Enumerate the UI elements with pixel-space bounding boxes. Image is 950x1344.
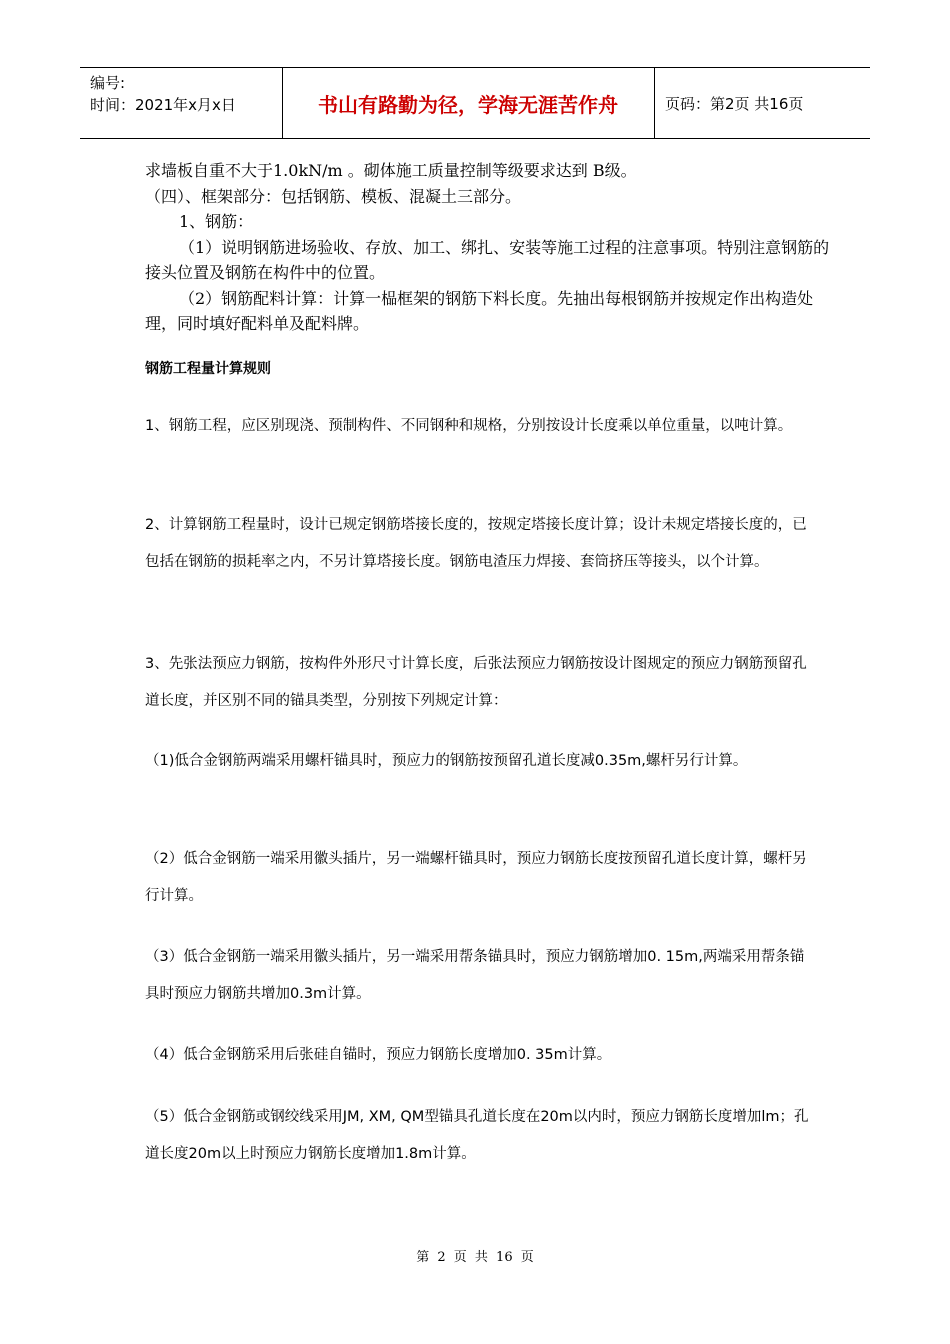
body-line: （1）说明钢筋进场验收、存放、加工、绑扎、安装等施工过程的注意事项。特别注意钢筋的接头位置及钢筋在构件中的位置。 xyxy=(145,237,830,282)
body-line: （四）、框架部分：包括钢筋、模板、混凝土三部分。 xyxy=(145,186,522,206)
page-header xyxy=(80,67,870,139)
rule-paragraph: （2）低合金钢筋一端采用徽头插片，另一端螺杆锚具时，预应力钢筋长度按预留孔道长度计算，螺杆另行计算。 xyxy=(145,851,807,904)
rule-paragraph: 1、钢筋工程，应区别现浇、预制构件、不同钢种和规格，分别按设计长度乘以单位重量，以吨计算。 xyxy=(145,418,793,434)
rule-paragraph: 3、先张法预应力钢筋，按构件外形尺寸计算长度，后张法预应力钢筋按设计图规定的预应力钢筋预留孔道长度，并区别不同的锚具类型，分别按下列规定计算： xyxy=(145,656,807,709)
document-time-label: 时间：2021年x月x日 xyxy=(90,96,236,114)
document-number-label: 编号: xyxy=(90,74,126,92)
rule-paragraph: （3）低合金钢筋一端采用徽头插片，另一端采用帮条锚具时，预应力钢筋增加0. 15m,两端采用帮条锚具时预应力钢筋共增加0.3m计算。 xyxy=(145,949,805,1002)
header-meta xyxy=(90,72,236,116)
body-line: 1、钢筋： xyxy=(179,212,254,231)
header-page-number: 页码：第2页 共16页 xyxy=(665,95,804,113)
rule-paragraph: （5）低合金钢筋或钢绞线采用JM, XM, QM型锚具孔道长度在20m以内时，预应力钢筋长度增加lm；孔道长度20m以上时预应力钢筋长度增加1.8m计算。 xyxy=(145,1109,809,1162)
rule-paragraph: （1)低合金钢筋两端采用螺杆锚具时，预应力的钢筋按预留孔道长度减0.35m,螺杆另行计算。 xyxy=(145,753,748,769)
section-title: 钢筋工程量计算规则 xyxy=(145,361,271,377)
rule-paragraph: 2、计算钢筋工程量时，设计已规定钢筋塔接长度的，按规定塔接长度计算；设计未规定塔接长度的，已包括在钢筋的损耗率之内，不另计算塔接长度。钢筋电渣压力焊接、套筒挤压等接头，以个计算。 xyxy=(145,517,807,570)
page-footer: 第 2 页 共 16 页 xyxy=(416,1250,534,1265)
header-motto: 书山有路勤为径，学海无涯苦作舟 xyxy=(318,92,618,117)
body-intro xyxy=(145,158,835,337)
header-divider xyxy=(654,68,655,138)
body-line: 求墙板自重不大于1.0kN/m 。砌体施工质量控制等级要求达到 B级。 xyxy=(145,161,637,180)
body-line: （2）钢筋配料计算：计算一榀框架的钢筋下料长度。先抽出每根钢筋并按规定作出构造处理，同时填好配料单及配料牌。 xyxy=(145,288,814,333)
rule-paragraph: （4）低合金钢筋采用后张硅自锚时，预应力钢筋长度增加0. 35m计算。 xyxy=(145,1047,612,1063)
